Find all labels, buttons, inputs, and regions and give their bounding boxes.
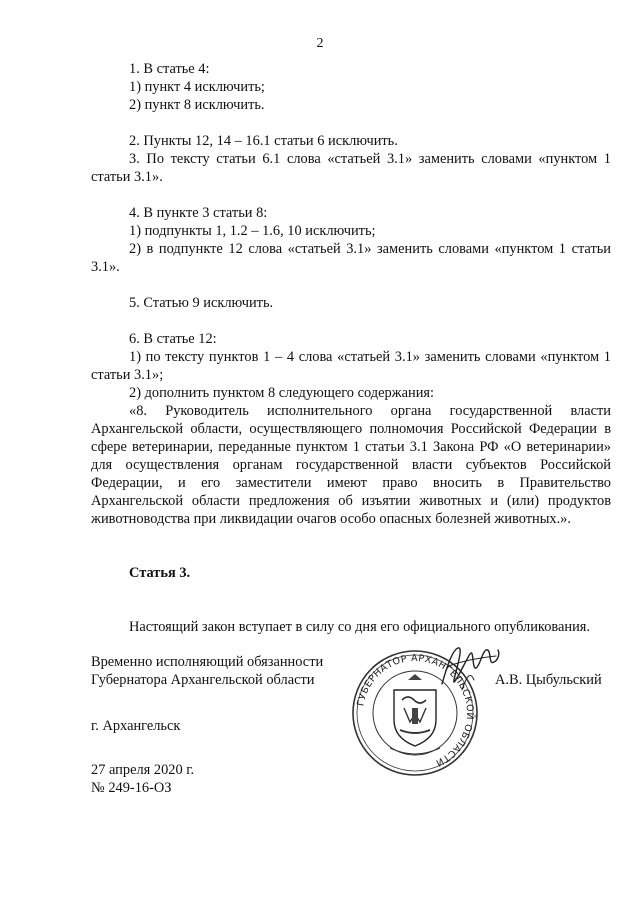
article-heading: Статья 3. (129, 565, 191, 581)
paragraph: 1) подпункты 1, 1.2 – 1.6, 10 исключить; (129, 223, 376, 239)
paragraph: 4. В пункте 3 статьи 8: (129, 205, 268, 221)
paragraph: 2) в подпункте 12 слова «статьей 3.1» заменить словами «пунктом 1 статьи 3.1». (91, 241, 611, 275)
paragraph: 1. В статье 4: (129, 61, 210, 77)
paragraph: 6. В статье 12: (129, 331, 217, 347)
signatory-title (91, 653, 331, 689)
paragraph: 1) пункт 4 исключить; (129, 79, 265, 95)
date-and-number (91, 761, 194, 797)
document-body (91, 60, 611, 636)
signatory-line-1: Временно исполняющий обязанности (91, 654, 324, 670)
signatory-line-2: Губернатора Архангельской области (91, 672, 315, 688)
seal-ring-text: ГУБЕРНАТОР АРХАНГЕЛЬСКОЙ ОБЛАСТИ (355, 652, 476, 769)
law-date: 27 апреля 2020 г. (91, 762, 195, 778)
law-number: № 249-16-ОЗ (91, 780, 172, 796)
signatory-name: А.В. Цыбульский (495, 672, 602, 688)
paragraph: 5. Статью 9 исключить. (129, 295, 274, 311)
paragraph: 2) дополнить пунктом 8 следующего содержания: (129, 385, 435, 401)
paragraph: 2. Пункты 12, 14 – 16.1 статьи 6 исключить. (129, 133, 398, 149)
article-text: Настоящий закон вступает в силу со дня его официального опубликования. (129, 619, 590, 635)
paragraph: 2) пункт 8 исключить. (129, 97, 265, 113)
handwritten-signature-icon (436, 640, 504, 696)
paragraph: «8. Руководитель исполнительного органа государственной власти Архангельской области, осуществляющего полномочия Российской Федерации в сфере ветеринарии, переданные пунктом 1 статьи 3.1 Закона РФ «О ветеринарии» для осуществления органам государственной власти субъектов Российской Федерации, и его заместители имеют право вносить в Правительство Архангельской области предложения об изъятии животных и (или) продуктов животноводства при ликвидации очагов особо опасных болезней животных.». (91, 403, 611, 527)
page-number: 2 (316, 36, 324, 51)
place-of-signing: г. Архангельск (91, 718, 181, 734)
paragraph: 1) по тексту пунктов 1 – 4 слова «статьей 3.1» заменить словами «пунктом 1 статьи 3.1»; (91, 349, 611, 383)
paragraph: 3. По тексту статьи 6.1 слова «статьей 3.1» заменить словами «пунктом 1 статьи 3.1». (91, 151, 611, 185)
